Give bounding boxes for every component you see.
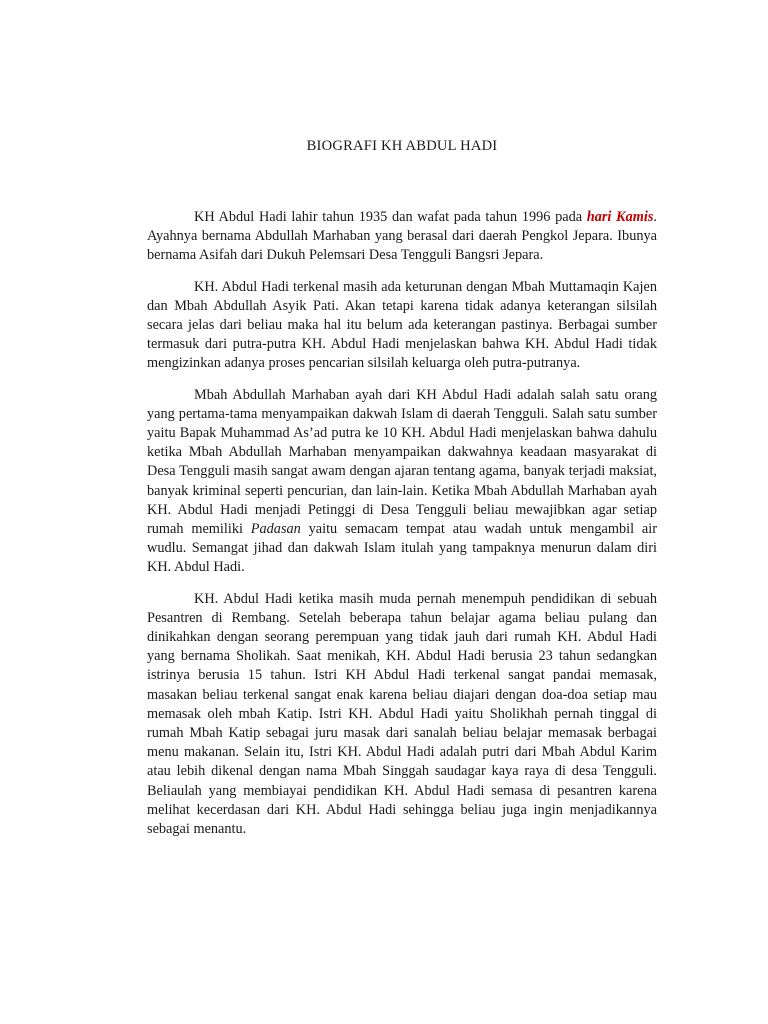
paragraph-3 [147,386,657,578]
paragraph-1 [147,208,657,266]
highlighted-phrase: hari Kamis [586,209,654,225]
italic-term: Padasan [250,521,301,538]
paragraph-3-text-a: Mbah Abdullah Marhaban ayah dari KH Abdul Hadi adalah salah satu orang yang pertama-tama menyampaikan dakwah Islam di daerah Tengguli. Salah satu sumber yaitu Bapak Muhammad As’ad putra ke 10 KH. Abdul Hadi menjelaskan bahwa dahulu ketika Mbah Abdullah Marhaban menyampaikan dakwahnya keadaan masyarakat di Desa Tengguli masih sangat awam dengan ajaran tentang agama, banyak terjadi maksiat, banyak kriminal seperti pencurian, dan lain-lain. Ketika Mbah Abdullah Marhaban ayah KH. Abdul Hadi menjadi Petinggi di Desa Tengguli beliau mewajibkan agar setiap rumah memiliki [147,386,657,538]
paragraph-1-text-b: . Ayahnya bernama Abdullah Marhaban yang berasal dari daerah Pengkol Jepara. Ibunya bernama Asifah dari Dukuh Pelemsari Desa Tengguli Bangsri Jepara. [147,209,657,264]
paragraph-4: KH. Abdul Hadi ketika masih muda pernah menempuh pendidikan di sebuah Pesantren di Rembang. Setelah beberapa tahun belajar agama beliau pulang dan dinikahkan dengan seorang perempuan yang tidak jauh dari rumah KH. Abdul Hadi yang bernama Sholikah. Saat menikah, KH. Abdul Hadi berusia 23 tahun sedangkan istrinya berusia 15 tahun. Istri KH Abdul Hadi terkenal sangat pandai memasak, masakan beliau terkenal sangat enak karena beliau diajari dengan doa-doa setiap mau memasak oleh mbah Katip. Istri KH. Abdul Hadi yaitu Sholikhah pernah tinggal di rumah Mbah Katip sebagai juru masak dari sanalah beliau belajar memasak berbagai menu makanan. Selain itu, Istri KH. Abdul Hadi adalah putri dari Mbah Abdul Karim atau lebih dikenal dengan nama Mbah Singgah saudagar kaya raya di desa Tengguli. Beliaulah yang membiayai pendidikan KH. Abdul Hadi semasa di pesantren karena melihat kecerdasan dari KH. Abdul Hadi sehingga beliau juga ingin menjadikannya sebagai menantu. [147,590,657,838]
paragraph-3-text-b: yaitu semacam tempat atau wadah untuk mengambil air wudlu. Semangat jihad dan dakwah Islam itulah yang tampaknya menurun dalam diri KH. Abdul Hadi. [147,521,658,576]
document-page [147,134,657,851]
paragraph-2: KH. Abdul Hadi terkenal masih ada keturunan dengan Mbah Muttamaqin Kajen dan Mbah Abdullah Asyik Pati. Akan tetapi karena tidak adanya keterangan silsilah secara jelas dari beliau maka hal itu belum ada keterangan pastinya. Berbagai sumber termasuk dari putra-putra KH. Abdul Hadi menjelaskan bahwa KH. Abdul Hadi tidak mengizinkan adanya proses pencarian silsilah keluarga oleh putra-putranya. [147,278,657,372]
document-title: BIOGRAFI KH ABDUL HADI [306,138,498,154]
paragraph-1-text-a: KH Abdul Hadi lahir tahun 1935 dan wafat pada tahun 1996 pada [194,209,587,225]
